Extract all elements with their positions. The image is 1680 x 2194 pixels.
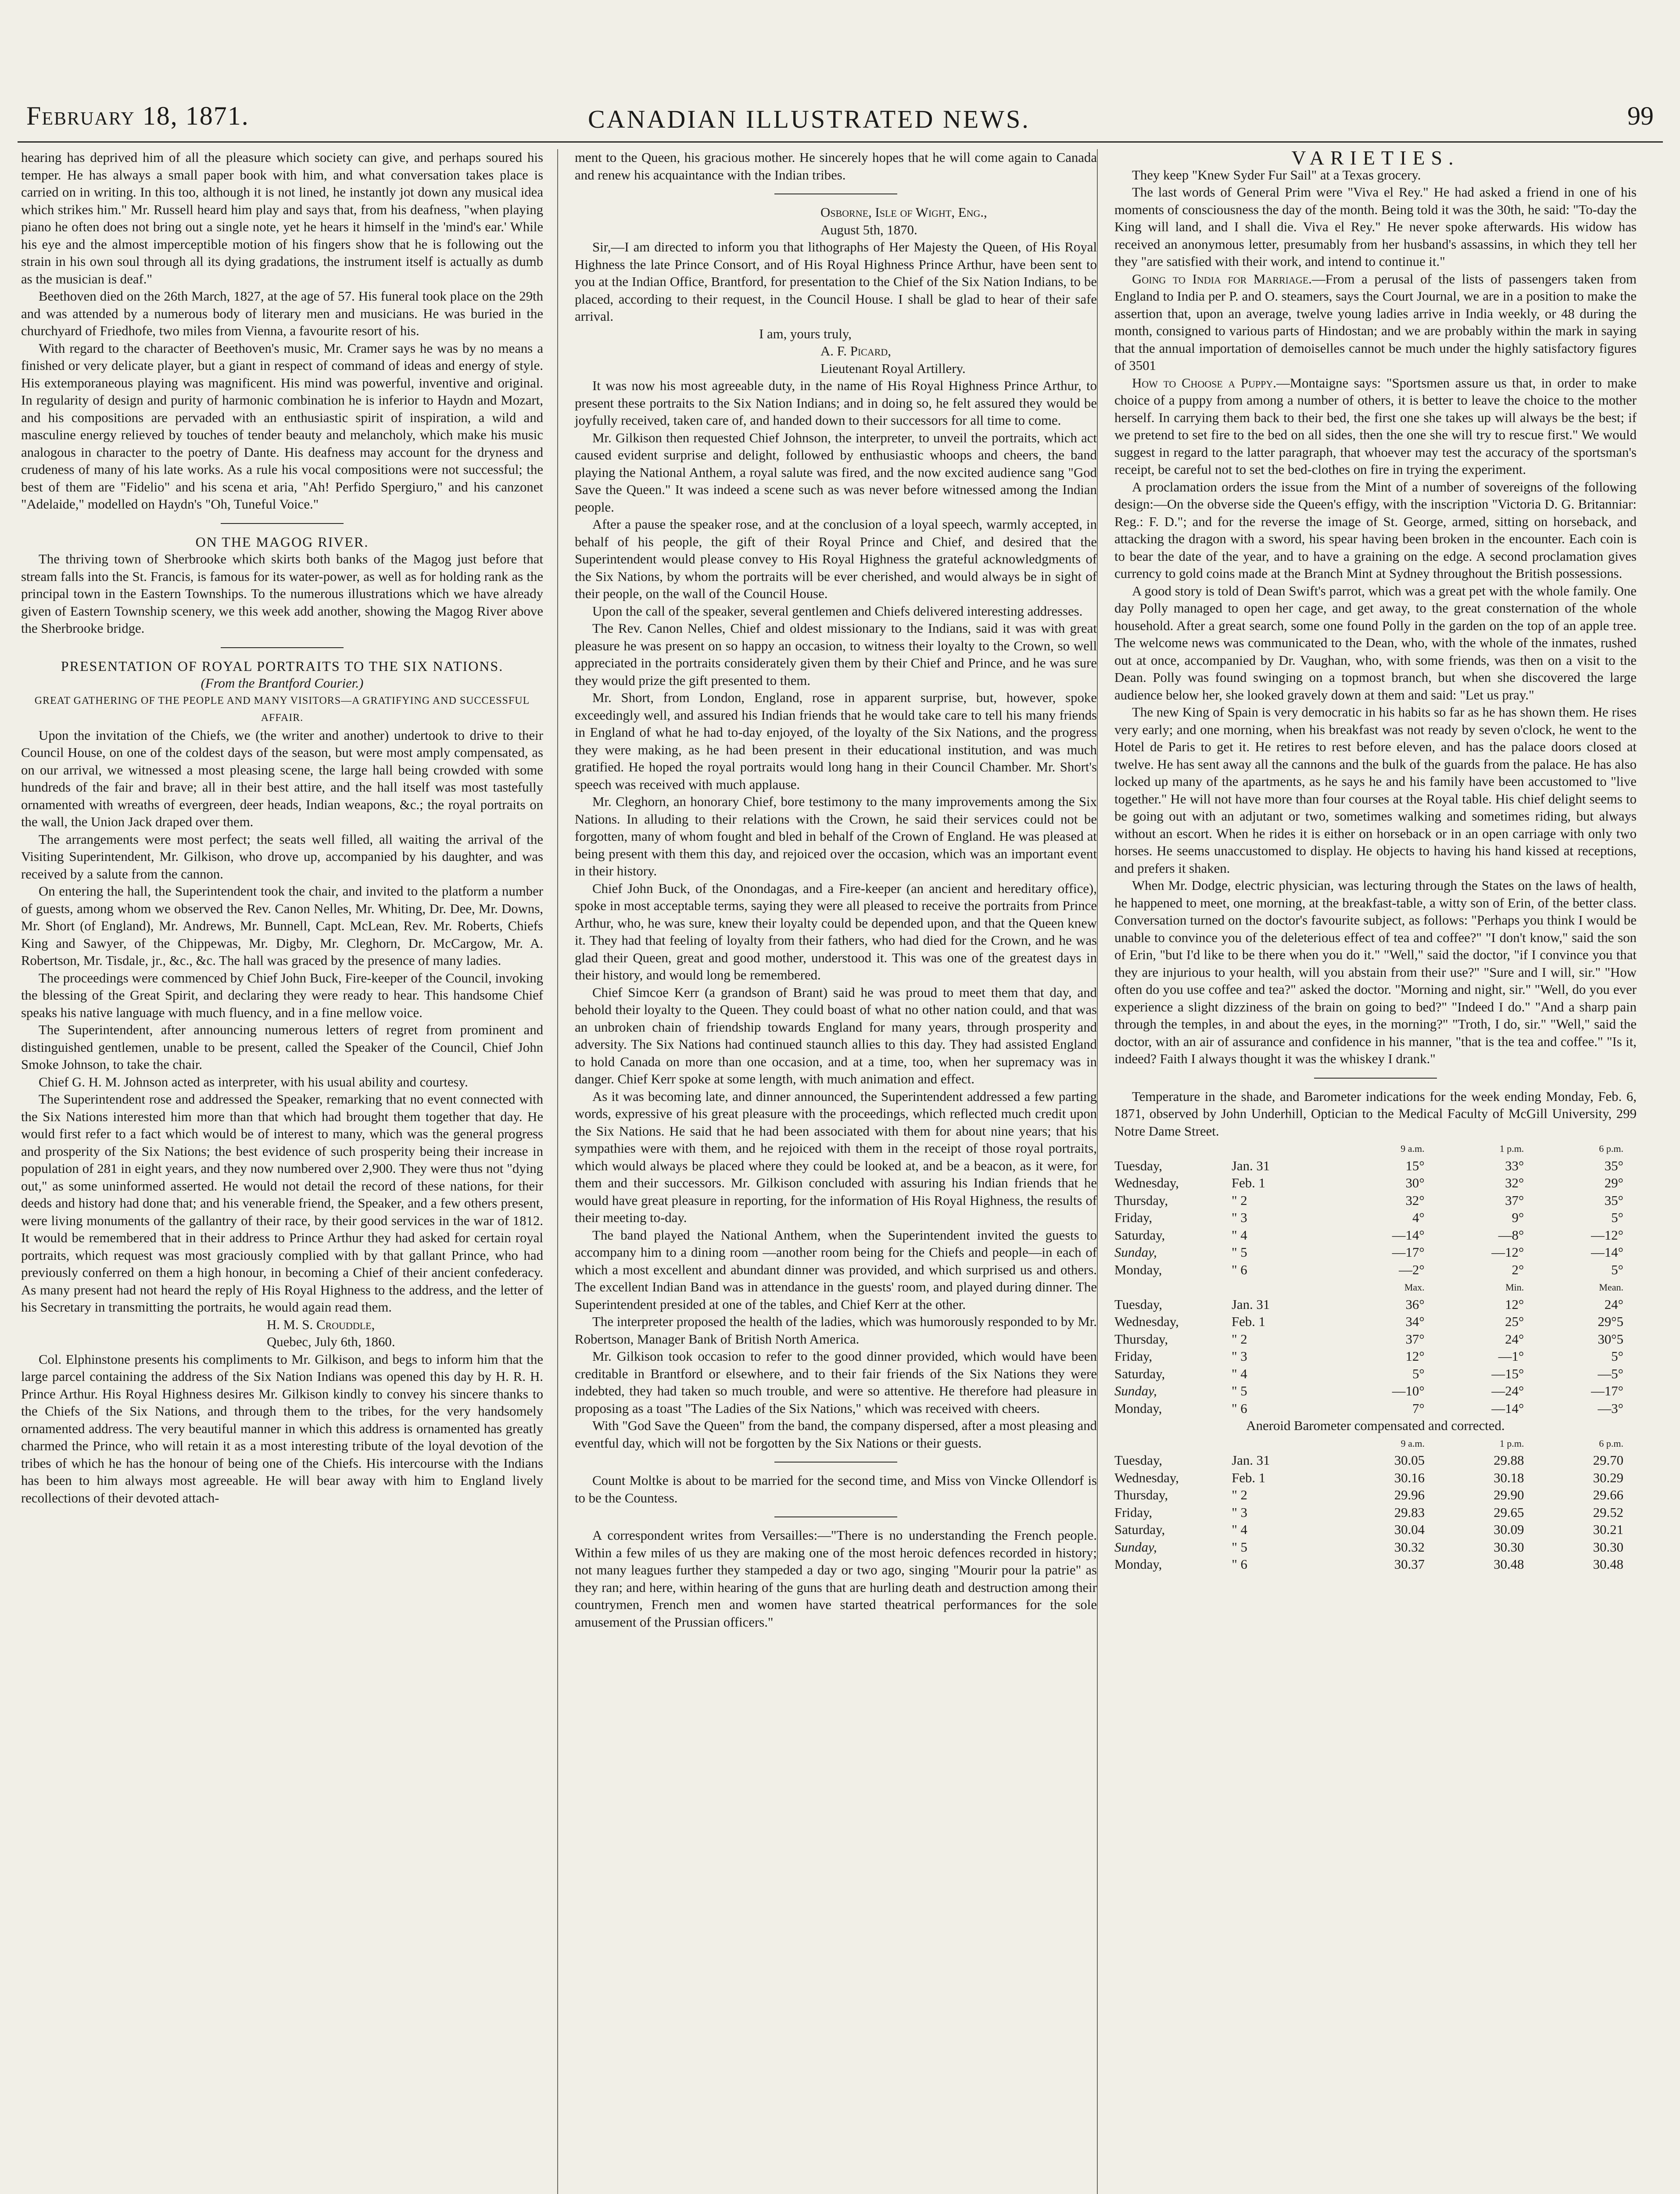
weekday-cell: Saturday, [1114,1227,1165,1243]
article-paragraph: The interpreter proposed the health of the ladies, which was humorously responded to by Mr. Robertson, Manager Bank of British North America. [575,1314,1097,1347]
table-row [1114,1556,1637,1574]
article-paragraph: Chief John Buck, of the Onondagas, and a Fire-keeper (an ancient and hereditary office), spoke in most acceptable terms, saying they were all pleased to receive the portraits from Prince Arthur, who, he was sure, knew their loyalty could be depended upon, and that the Queen knew it. They had that feeling of loyalty from their fathers, who had died for the Crown, and he was glad their Queen, great and good mother, understood it. This was one of the greatest days in their history, and would long be remembered. [575,881,1097,982]
column-header: 9 a.m. [1401,1438,1425,1449]
barometer-table-body [1114,1435,1637,1574]
beethoven-paragraph: Beethoven died on the 26th March, 1827, at the age of 57. His funeral took place on the 29th and was attended by a numerous body of literary men and musicians. He was buried in the churchyard of Friedhofe, two miles from Vienna, a favourite resort of his. [21,289,543,338]
value-cell: 12° [1405,1349,1425,1364]
table-header-row [1114,1279,1637,1296]
date-cell: Feb. 1 [1231,1314,1265,1329]
article-paragraph: Mr. Gilkison took occasion to refer to the good dinner provided, which would have been creditable in Brantford or elsewhere, and to their fair friends of the Six Nations they were indebted, they had taken so much trouble, and were so attentive. He therefore had pleasure in proposing as a toast "The Ladies of the Six Nations," which was received with cheers. [575,1349,1097,1416]
column-2 [575,149,1097,1631]
date-cell: " 6 [1232,1557,1247,1572]
section-rule [774,1462,897,1463]
variety-lead: Going to India for Marriage. [1132,271,1312,287]
value-cell: 30.05 [1394,1453,1425,1468]
value-cell: 35° [1604,1193,1623,1208]
weekday-cell: Tuesday, [1114,1158,1162,1173]
date-cell: Feb. 1 [1232,1470,1266,1485]
value-cell: 5° [1611,1349,1623,1364]
temperature-table [1114,1140,1637,1279]
column-header: Mean. [1599,1282,1623,1293]
magog-paragraph: The thriving town of Sherbrooke which skirts both banks of the Magog just before that stream falls into the St. Francis, is famous for its water-power, as well as for holding rank as the principal town in the Eastern Townships. To the numerous illustrations which we have already given of Eastern Township scenery, we this week add another, showing the Magog River above the Sherbrooke bridge. [21,552,543,636]
value-cell: 12° [1505,1297,1524,1312]
value-cell: 35° [1604,1158,1623,1173]
column-header: 9 a.m. [1401,1143,1425,1154]
article-paragraph: With "God Save the Queen" from the band, the company dispersed, after a most pleasing and eventful day, which will not be forgotten by the Six Nations or their guests. [575,1418,1097,1451]
date-cell: Jan. 31 [1231,1297,1270,1312]
date-cell: " 4 [1231,1366,1247,1381]
portraits-paragraph: Chief G. H. M. Johnson acted as interpreter, with his usual ability and courtesy. [39,1074,468,1090]
value-cell: 29.70 [1593,1453,1623,1468]
value-cell: 9° [1512,1210,1524,1225]
section-rule [1314,1078,1437,1079]
beethoven-paragraph: With regard to the character of Beethoven's music, Mr. Cramer says he was by no means a finished or very delicate player, but a giant in respect of command of ideas and energy of style. His extemporaneous playing was magnificent. His mind was powerful, inventive and original. In regularity of design and purity of harmonic combination he is inferior to Haydn and Mozart, and his compositions are pervaded with an enthusiastic spirit of inspiration, a wild and masculine energy relieved by touches of tender beauty and melancholy, which make his music analogous in character to the poetry of Dante. His deafness may account for the dryness and crudeness of many of his late works. As a rule his vocal compositions were not successful; the best of them are "Fidelio" and his scena et aria, "Ah! Perfido Spergiuro," and his canzonet "Adelaide," modelled on Haydn's "Oh, Tuneful Voice." [21,341,543,512]
portraits-paragraph: On entering the hall, the Superintendent took the chair, and invited to the platform a number of guests, among whom we observed the Rev. Canon Nelles, Mr. Whiting, Dr. Dee, Mr. Downs, Mr. Short (of England), Mr. Andrews, Mr. Bunnell, Capt. McLean, Rev. Mr. Roberts, Chiefs King and Sawyer, of the Chippewas, Mr. Digby, Mr. Cleghorn, Dr. McCargow, Mr. A. Robertson, Mr. Tisdale, jr., &c., &c. The hall was graced by the presence of many ladies. [21,884,543,968]
letter-date: August 5th, 1870. [820,222,917,237]
header-rule [18,141,1663,143]
article-paragraph: The band played the National Anthem, when the Superintendent invited the guests to accompany him to a dining room —another room being for the Chiefs and people—in each of which a most excellent and abundant dinner was provided, and which surprised us and others. The excellent Indian Band was in attendance in the guests' room, and played during dinner. The Superintendent presided at one of the tables, and Chief Kerr at the other. [575,1227,1097,1312]
date-cell: " 4 [1231,1227,1247,1243]
variety-item: A good story is told of Dean Swift's parrot, which was a great pet with the whole family. One day Polly managed to open her cage, and get away, to the great consternation of the whole household. After a great search, some one found Polly in the garden on the top of an apple tree. The welcome news was communicated to the Dean, who, with the whole of the inmates, rushed out at once, accompanied by Dr. Vaughan, who, with some friends, was then on a visit to the Dean. Polly was found swinging on a topmost branch, but when she discovered the large audience below her, she looked gravely down at them and said: "Let us pray." [1114,583,1637,703]
table-row [1114,1158,1637,1175]
value-cell: —14° [1392,1227,1425,1243]
table-header-row [1114,1435,1637,1452]
date-cell: " 6 [1231,1401,1247,1416]
table-row [1114,1296,1637,1314]
table-row [1114,1348,1637,1366]
value-cell: 5° [1611,1262,1623,1277]
value-cell: 30.21 [1593,1522,1623,1537]
table-row [1114,1227,1637,1244]
weekday-cell: Sunday, [1114,1245,1157,1260]
value-cell: 30.30 [1593,1539,1623,1555]
table-header-row [1114,1140,1637,1158]
value-cell: 25° [1505,1314,1524,1329]
table-row [1114,1504,1637,1522]
value-cell: 29° [1604,1176,1623,1190]
value-cell: —5° [1598,1366,1623,1381]
temperature-table-body [1114,1140,1637,1279]
article-paragraph: Mr. Gilkison then requested Chief Johnson, the interpreter, to unveil the portraits, which act caused evident surprise and delight, followed by enthusiastic whoops and cheers, the band playing the National Anthem, a royal salute was fired, and the now excited audience sang "God Save the Queen." It was indeed a scene such as was never before witnessed among the Indian people. [575,430,1097,515]
weekday-cell: Tuesday, [1114,1297,1162,1312]
weather-intro: Temperature in the shade, and Barometer indications for the week ending Monday, Feb. 6, 1871, observed by John Underhill, Optician to the Medical Faculty of McGill University, 299 Notre Dame Street. [1114,1089,1637,1139]
table-row [1114,1400,1637,1418]
value-cell: 5° [1611,1210,1623,1225]
value-cell: 33° [1505,1158,1524,1173]
weekday-cell: Monday, [1114,1401,1162,1416]
value-cell: —17° [1392,1245,1425,1260]
column-header: 6 p.m. [1599,1438,1623,1449]
variety-body: —From a perusal of the lists of passengers taken from England to India per P. and O. steamers, says the Court Journal, we are in a position to make the assertion that, upon an average, twelve young ladies arrive in India weekly, or 48 during the month, consigned to various parts of Hindostan; and we are probably within the mark in saying that the annual importation of demoiselles cannot be much under the highly satisfactory figures of 3501 [1114,271,1637,373]
weekday-cell: Saturday, [1114,1366,1165,1381]
article-paragraph: It was now his most agreeable duty, in the name of His Royal Highness Prince Arthur, to present these portraits to the Six Nation Indians; and in doing so, he felt assured they would be joyfully received, taken care of, and handed down to their successors for all time to come. [575,378,1097,428]
variety-item [1114,271,1637,375]
date-cell: " 5 [1232,1539,1247,1555]
weekday-cell: Tuesday, [1114,1453,1162,1468]
variety-item: The last words of General Prim were "Viva el Rey." He had asked a friend in one of his moments of consciousness the day of the month. Being told it was the 30th, he said: "To-day the King will land, and I shall die. Viva el Rey." He never spoke afterwards. His widow has received an anonymous letter, presumably from her husband's assassins, in which they tell her they "are satisfied with their work, and intend to continue it." [1114,185,1637,269]
article-paragraph: Chief Simcoe Kerr (a grandson of Brant) said he was proud to meet them that day, and behold their loyalty to the Queen. They could boast of what no other nation could, and that was an unbroken chain of friendship towards England for many years, through prosperity and adversity. The Six Nations had continued staunch allies to this day. They had assisted England to hold Canada on more than one occasion, and at a time, too, when her supremacy was in danger. Chief Kerr spoke at some length, with much animation and effect. [575,985,1097,1086]
magog-heading: ON THE MAGOG RIVER. [195,534,369,550]
value-cell: 29°5 [1598,1314,1623,1329]
portraits-paragraph: The Superintendent, after announcing numerous letters of regret from prominent and distinguished gentlemen, unable to be present, called the Speaker of the Council, Chief John Smoke Johnson, to take the chair. [21,1022,543,1072]
article-paragraph: Upon the call of the speaker, several gentlemen and Chiefs delivered interesting addresses. [592,603,1083,619]
date-cell: Feb. 1 [1231,1176,1265,1190]
column-1 [21,149,543,1507]
value-cell: 36° [1405,1297,1425,1312]
table-row [1114,1192,1637,1210]
variety-body: —Montaigne says: "Sportsmen assure us that, in order to make choice of a puppy from among a number of others, it is better to leave the choice to the mother herself. In carrying them back to their bed, the first one she takes up will always be the best; if we pretend to set fire to the bed on all sides, then the one she will try to rescue first." We would suggest in regard to the latter paragraph, that whoever may test the accuracy of the sportsman's receipt, be careful not to set the bed-clothes on fire in trying the experiment. [1114,375,1637,477]
column-header: Min. [1505,1282,1524,1293]
date-cell: " 2 [1231,1193,1247,1208]
variety-item: The new King of Spain is very democratic in his habits so far as he has shown them. He rises very early; and one morning, when his breakfast was not ready by seven o'clock, he went to the Hotel de Paris to get it. He retires to rest before eleven, and has the palace doors closed at twelve. He has sent away all the cannons and the bulk of the guards from the palace. He has also locked up many of the apartments, as he says he and his family have been accustomed to "live together." He will not have more than four courses at the Royal table. His chief delight seems to be going out with an adjutant or two, sometimes walking and sometimes riding, but always without an escort. When he rides it is either on horseback or in an open carriage with only two horses. He seems unaccustomed to display. He objects to having his hand kissed at receptions, and prefers it shaken. [1114,705,1637,876]
value-cell: 30.32 [1394,1539,1425,1555]
weekday-cell: Saturday, [1114,1522,1165,1537]
value-cell: 2° [1512,1262,1524,1277]
value-cell: 24° [1505,1331,1524,1347]
value-cell: 37° [1405,1331,1425,1347]
letter-place: Osborne, Isle of Wight, Eng., [820,205,987,220]
value-cell: —15° [1491,1366,1524,1381]
column-header: 1 p.m. [1499,1143,1524,1154]
portraits-source: (From the Brantford Courier.) [201,676,364,691]
date-cell: " 5 [1231,1245,1247,1260]
value-cell: 30.48 [1494,1557,1524,1572]
page-number: 99 [1627,101,1654,130]
versailles-item: A correspondent writes from Versailles:—"There is no understanding the French people. Within a few miles of us they are making one of the most heroic defences recorded in history; not many leagues further they stampeded a day or two ago, singing "Mourir pour la patrie" as they ran; and here, within hearing of the guns that are hurling death and destruction among their countrymen, French men and women have started theatrical performances for the sole amusement of the Prussian officers." [575,1528,1097,1630]
value-cell: 30.29 [1593,1470,1623,1485]
value-cell: —14° [1491,1401,1524,1416]
value-cell: 30.09 [1494,1522,1524,1537]
value-cell: 30° [1405,1176,1425,1190]
value-cell: 30.18 [1494,1470,1524,1485]
column-divider-2 [1097,149,1098,2194]
weekday-cell: Sunday, [1114,1384,1157,1398]
weekday-cell: Friday, [1114,1210,1153,1225]
variety-item: A proclamation orders the issue from the Mint of a number of sovereigns of the following design:—On the obverse side the Queen's effigy, with the inscription "Victoria D. G. Britanniar: Reg.: F. D."; and for the reverse the image of St. George, armed, sitting on horseback, and attacking the dragon with a sword, his spear having been broken in the encounter. Each coin is to bear the date of the year, and to have a graining on the edge. A second proclamation gives currency to gold coins made at the Branch Mint at Sydney throughout the British possessions. [1114,479,1637,581]
continued-paragraph: ment to the Queen, his gracious mother. He sincerely hopes that he will come again to Canada and renew his acquaintance with the Indian tribes. [575,150,1097,183]
value-cell: —10° [1392,1384,1425,1398]
portraits-heading: PRESENTATION OF ROYAL PORTRAITS TO THE SIX NATIONS. [61,658,504,674]
letter-place-date: Quebec, July 6th, 1860. [267,1334,395,1349]
portraits-paragraph: The arrangements were most perfect; the seats well filled, all waiting the arrival of the Visiting Superintendent, Mr. Gilkison, who drove up, accompanied by his daughter, and was received by a salute from the cannon. [21,832,543,882]
date-cell: " 4 [1232,1522,1247,1537]
value-cell: 30.48 [1593,1557,1623,1572]
weekday-cell: Monday, [1114,1557,1162,1572]
value-cell: 37° [1505,1193,1524,1208]
portraits-paragraph: The Superintendent rose and addressed the Speaker, remarking that no event connected with the Six Nations interested him more than that which had brought them together that day. He would first refer to a fact which would be of interest to many, which was the general progress and prosperity of the Six Nations; the best evidence of such prosperity being their increase in population of 281 in eight years, and they now numbered over 2,900. They were thus not "dying out," as some uninformed asserted. He would not detail the record of these nations, for their deeds and history had done that; and his venerable friend, the Speaker, and a few others present, were living monuments of the gallantry of their race, by their good services in the war of 1812. It would be remembered that in their address to Prince Arthur they had asked for certain royal portraits, which request was most graciously complied with by that gallant Prince, who had previously conferred on them a high honour, in becoming a Chief of their ancient confederacy. As many present had not heard the reply of His Royal Highness to the address, and the letter of his Secretary in transmitting the portraits, he would again read them. [21,1092,543,1315]
table-row [1114,1331,1637,1348]
value-cell: 30°5 [1598,1331,1623,1347]
value-cell: 30.04 [1394,1522,1425,1537]
value-cell: —14° [1591,1245,1623,1260]
value-cell: 30.37 [1394,1557,1425,1572]
article-paragraph: Mr. Cleghorn, an honorary Chief, bore testimony to the many improvements among the Six Nations. In alluding to their relations with the Crown, he said their services could not be forgotten, many of whom fought and bled in behalf of the Crown of England. He was pleased at being present with them this day, and rejoiced over the occasion, which was an important event in their history. [575,794,1097,878]
value-cell: 29.83 [1394,1505,1425,1520]
letter-signature: A. F. Picard, [820,344,891,358]
value-cell: 5° [1412,1366,1425,1381]
date-cell: " 5 [1231,1384,1247,1398]
value-cell: —12° [1591,1227,1623,1243]
value-cell: —2° [1399,1262,1425,1277]
weekday-cell: Wednesday, [1114,1314,1179,1329]
date-cell: " 6 [1231,1262,1247,1277]
table-row [1114,1383,1637,1400]
variety-lead: How to Choose a Puppy. [1132,375,1276,391]
barometer-table [1114,1435,1637,1574]
section-rule [221,647,344,648]
value-cell: 30.16 [1394,1470,1425,1485]
table-row [1114,1470,1637,1487]
moltke-item: Count Moltke is about to be married for the second time, and Miss von Vincke Ollendorf is to be the Countess. [575,1473,1097,1506]
weekday-cell: Thursday, [1114,1193,1168,1208]
masthead-title: CANADIAN ILLUSTRATED NEWS. [588,105,1030,133]
letter-signature: H. M. S. Crouddle, [267,1317,375,1332]
max-min-mean-table [1114,1279,1637,1417]
table-row [1114,1209,1637,1227]
value-cell: 34° [1405,1314,1425,1329]
table-row [1114,1539,1637,1556]
column-divider-1 [557,149,558,2194]
section-rule [221,523,344,524]
weekday-cell: Wednesday, [1114,1470,1179,1485]
value-cell: 29.96 [1394,1488,1425,1502]
value-cell: —12° [1491,1245,1524,1260]
value-cell: 29.52 [1593,1505,1623,1520]
weekday-cell: Wednesday, [1114,1176,1179,1190]
table-row [1114,1521,1637,1539]
letter-closing: I am, yours truly, [759,326,852,341]
issue-date: February 18, 1871. [26,101,249,130]
portraits-paragraph: Upon the invitation of the Chiefs, we (the writer and another) undertook to drive to their Council House, on one of the coldest days of the season, but were most amply compensated, as on our arrival, we witnessed a most pleasing scene, the large hall being crowded with some hundreds of the fair and brave; all in their best attire, and the hall itself was most tastefully ornamented with wreaths of evergreen, deer heads, Indian weapons, &c.; the royal portraits on the wall, the Union Jack draped over them. [21,728,543,829]
value-cell: 32° [1405,1193,1425,1208]
column-header: 6 p.m. [1599,1143,1623,1154]
table-row [1114,1175,1637,1192]
date-cell: " 3 [1231,1210,1247,1225]
value-cell: 30.30 [1494,1539,1524,1555]
article-paragraph: After a pause the speaker rose, and at the conclusion of a loyal speech, warmly accepted, in behalf of his people, the gift of their Royal Prince and Chief, and desired that the Superintendent would please convey to His Royal Highness the grateful acknowledgments of the Six Nations, by whom the portraits will be ever cherished, and would always be in sight of their people, on the wall of the Council House. [575,517,1097,601]
weekday-cell: Sunday, [1114,1539,1157,1555]
weekday-cell: Friday, [1114,1349,1153,1364]
value-cell: 29.88 [1494,1453,1524,1468]
date-cell: " 3 [1231,1349,1247,1364]
table-row [1114,1262,1637,1279]
column-3 [1114,149,1637,1574]
value-cell: 32° [1505,1176,1524,1190]
value-cell: —1° [1498,1349,1524,1364]
portraits-paragraph: The proceedings were commenced by Chief John Buck, Fire-keeper of the Council, invoking the blessing of the Great Spirit, and declaring they were ready to hear. This handsome Chief speaks his native language with much fluency, and in a fine mellow voice. [21,970,543,1020]
table-row [1114,1487,1637,1504]
barometer-caption: Aneroid Barometer compensated and corrected. [1246,1418,1505,1433]
value-cell: 29.65 [1494,1505,1524,1520]
letter-signature-title: Lieutenant Royal Artillery. [820,361,966,376]
table-row [1114,1452,1637,1470]
value-cell: 24° [1604,1297,1623,1312]
weekday-cell: Thursday, [1114,1488,1168,1502]
page-header [0,101,1680,143]
date-cell: Jan. 31 [1232,1453,1270,1468]
variety-item: When Mr. Dodge, electric physician, was lecturing through the States on the laws of health, he happened to meet, one morning, at the breakfast-table, a witty son of Erin, of the better class. Conversation turned on the doctor's favourite subject, as follows: "Perhaps you think I would be unable to convince you of the deleterious effect of tea and coffee?" "I don't know," said the son of Erin, "but I'd like to be there when you do it." "Well," said the doctor, "if I convince you that they are injurious to your health, will you abstain from their use?" "Sure and I will, sir." "How often do you use coffee and tea?" asked the doctor. "Morning and night, sir." "Well, do you ever experience a slight dizziness of the brain on going to bed?" "Indeed I do." "And a sharp pain through the temples, in and about the eyes, in the morning?" "Troth, I do, sir." "Well," said the doctor, with an air of assurance and confidence in his manner, "that is the tea and coffee." "Is it, indeed? Faith I always thought it was the whiskey I drank." [1114,878,1637,1066]
varieties-heading: VARIETIES. [1291,147,1460,169]
value-cell: 4° [1412,1210,1425,1225]
variety-item [1114,375,1637,479]
table-row [1114,1313,1637,1331]
beethoven-paragraph: hearing has deprived him of all the pleasure which society can give, and perhaps soured his temper. He has always a small paper book with him, and what conversation takes place is carried on in writing. In this too, although it is not lined, he instantly jot down any musical idea which strikes him." Mr. Russell heard him play and says that, from his deafness, "when playing piano he often does not bring out a single note, yet he hears it himself in the 'mind's ear.' While his eye and the almost imperceptible motion of his fingers show that he is following out the strain in his own soul through all its dying gradations, the instrument itself is actually as dumb as the musician is deaf." [21,150,543,287]
value-cell: 29.66 [1593,1488,1623,1502]
table-row [1114,1244,1637,1262]
value-cell: —24° [1491,1384,1524,1398]
value-cell: 29.90 [1494,1488,1524,1502]
table-row [1114,1366,1637,1383]
letter-body: Col. Elphinstone presents his compliments to Mr. Gilkison, and begs to inform him that the large parcel containing the address of the Six Nation Indians was opened this day by H. R. H. Prince Arthur. His Royal Highness desires Mr. Gilkison kindly to convey his sincere thanks to the Chiefs of the Six Nations, and through them to the tribes, for the very handsomely ornamented address. The very beautiful manner in which this address is ornamented has greatly charmed the Prince, who will retain it as a most interesting tribute of the loyal devotion of the tribes of which he has the honour of being one of the Chiefs. His intercourse with the Indians has been to him always most agreeable. He will bear away with him to England lively recollections of their devoted attach- [21,1352,543,1506]
max-min-mean-table-body [1114,1279,1637,1417]
article-paragraph: Mr. Short, from London, England, rose in apparent surprise, but, however, spoke exceedingly well, and assured his Indian friends that he would take care to tell his many friends in England of what he had to-day enjoyed, of the loyalty of the Six Nations, and the progress they were making, as he had been present in their educational institution, and was much gratified. He hoped the royal portraits would long hang in their Council Chamber. Mr. Short's speech was received with much applause. [575,690,1097,792]
value-cell: —3° [1598,1401,1623,1416]
value-cell: —17° [1591,1384,1623,1398]
column-header: 1 p.m. [1499,1438,1524,1449]
date-cell: " 3 [1232,1505,1247,1520]
weekday-cell: Monday, [1114,1262,1162,1277]
value-cell: 15° [1405,1158,1425,1173]
value-cell: 7° [1412,1401,1425,1416]
weekday-cell: Thursday, [1114,1331,1168,1347]
variety-item: They keep "Knew Syder Fur Sail" at a Texas grocery. [1132,167,1421,183]
article-paragraph: As it was becoming late, and dinner announced, the Superintendent addressed a few parting words, expressive of his great pleasure with the proceedings, which reflected much credit upon the Six Nations. He said that he had been associated with them for about nine years; that his sympathies were with them, and he rejoiced with them in the receipt of those royal portraits, which would always be placed where they could be looked at, and be a beacon, as it were, for them and their successors. Mr. Gilkison concluded with assuring his Indian friends that he would have great pleasure in reporting, for the information of His Royal Highness, the results of their meeting to-day. [575,1089,1097,1225]
date-cell: " 2 [1231,1331,1247,1347]
column-header: Max. [1404,1282,1425,1293]
weekday-cell: Friday, [1114,1505,1153,1520]
date-cell: " 2 [1232,1488,1247,1502]
portraits-subheading: GREAT GATHERING OF THE PEOPLE AND MANY VISITORS—A GRATIFYING AND SUCCESSFUL AFFAIR. [34,695,530,724]
value-cell: —8° [1498,1227,1524,1243]
date-cell: Jan. 31 [1231,1158,1270,1173]
letter-body: Sir,—I am directed to inform you that lithographs of Her Majesty the Queen, of His Royal Highness the late Prince Consort, and of His Royal Highness Prince Arthur, have been sent to you at the Indian Office, Brantford, for presentation to the Chief of the Six Nation Indians, to be placed, according to their request, in the Council House. I shall be glad to hear of their safe arrival. [575,240,1097,324]
article-paragraph: The Rev. Canon Nelles, Chief and oldest missionary to the Indians, said it was with great pleasure he was present on so happy an occasion, to witness their loyalty to the Crown, so well appreciated in the portraits considerately given them by their Chief and Prince, and he was sure they would prize the gift presented to them. [575,621,1097,688]
section-rule [774,1516,897,1517]
